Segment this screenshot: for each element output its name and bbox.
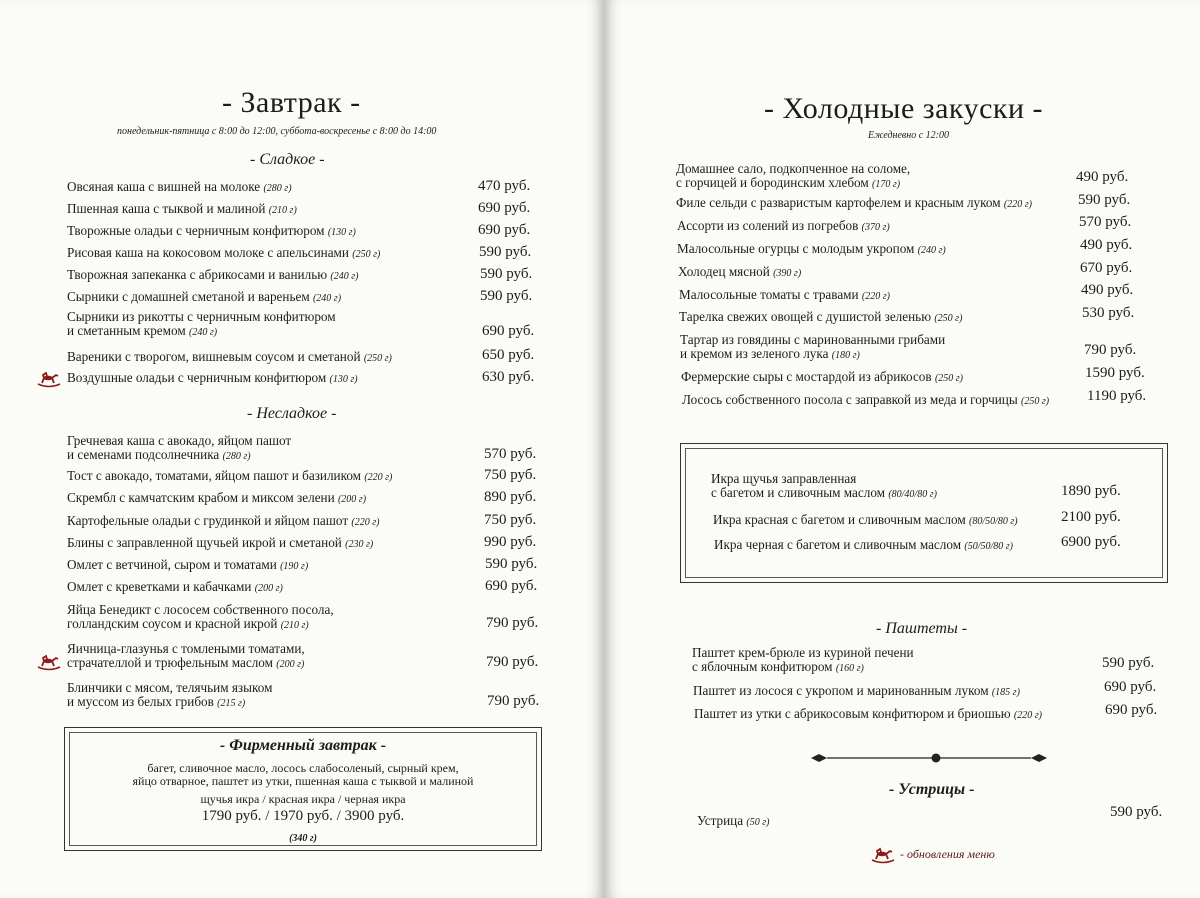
item-price: 890 руб. xyxy=(484,489,537,505)
menu-item: Скрембл с камчатским крабом и миксом зелени (200 г) xyxy=(67,490,367,505)
signature-weight: (340 г) xyxy=(289,833,317,844)
menu-item: Паштет из утки с абрикосовым конфитюром и бриошью (220 г) xyxy=(694,706,1042,721)
item-price: 590 руб. xyxy=(480,266,533,282)
menu-item: Фермерские сыры с мостардой из абрикосов (250 г) xyxy=(681,369,963,384)
caviar-box xyxy=(680,443,1168,583)
ornament-divider xyxy=(809,750,1049,766)
signature-line-2: яйцо отварное, паштет из утки, пшенная каша с тыквой и малиной xyxy=(132,774,474,788)
breakfast-title: - Завтрак - xyxy=(222,86,361,119)
item-price: 530 руб. xyxy=(1082,305,1135,321)
menu-item: Яйца Бенедикт с лососем собственного посола, голландским соусом и красной икрой (210 г) xyxy=(67,602,334,631)
menu-item: Творожные оладьи с черничным конфитюром (130 г) xyxy=(67,223,356,238)
menu-item: Малосольные томаты с травами (220 г) xyxy=(679,287,890,302)
savory-section-title: - Несладкое - xyxy=(247,405,337,422)
menu-item: Холодец мясной (390 г) xyxy=(678,264,802,279)
menu-item: Устрица (50 г) xyxy=(697,813,770,828)
rocking-horse-icon xyxy=(870,846,896,864)
menu-item: Гречневая каша с авокадо, яйцом пашот и семенами подсолнечника (280 г) xyxy=(67,433,292,462)
menu-item: Сырники с домашней сметаной и вареньем (240 г) xyxy=(67,289,342,304)
item-price: 590 руб. xyxy=(1078,192,1131,208)
menu-item: Картофельные оладьи с грудинкой и яйцом пашот (220 г) xyxy=(67,513,380,528)
item-price: 590 руб. xyxy=(1102,655,1155,671)
item-price: 690 руб. xyxy=(1104,679,1157,695)
item-price: 690 руб. xyxy=(485,578,538,594)
right-page xyxy=(604,0,1200,898)
menu-item: Малосольные огурцы с молодым укропом (240 г) xyxy=(677,241,946,256)
item-price: 690 руб. xyxy=(478,200,531,216)
item-price: 670 руб. xyxy=(1080,260,1133,276)
item-price: 790 руб. xyxy=(486,615,539,631)
menu-item: Воздушные оладьи с черничным конфитюром (130 г) xyxy=(67,370,358,385)
menu-item: Тост с авокадо, томатами, яйцом пашот и базиликом (220 г) xyxy=(67,468,393,483)
signature-line-1: багет, сливочное масло, лосось слабосоленый, сырный крем, xyxy=(147,761,459,775)
breakfast-hours: понедельник-пятница с 8:00 до 12:00, суббота-воскресенье с 8:00 до 14:00 xyxy=(117,126,437,137)
cold-starters-hours: Ежедневно с 12:00 xyxy=(868,130,949,141)
menu-item: Блины с заправленной щучьей икрой и сметаной (230 г) xyxy=(67,535,374,550)
menu-item: Лосось собственного посола с заправкой из меда и горчицы (250 г) xyxy=(682,392,1050,407)
menu-item: Яичница-глазунья с томлеными томатами, страчателлой и трюфельным маслом (200 г) xyxy=(67,641,305,670)
menu-item: Икра черная с багетом и сливочным маслом (50/50/80 г) xyxy=(714,537,1013,552)
item-price: 690 руб. xyxy=(1105,702,1158,718)
menu-item: Паштет из лосося с укропом и маринованным луком (185 г) xyxy=(693,683,1020,698)
signature-prices: 1790 руб. / 1970 руб. / 3900 руб. xyxy=(201,808,405,824)
menu-item: Икра щучья заправленная с багетом и сливочным маслом (80/40/80 г) xyxy=(711,471,937,500)
menu-item: Рисовая каша на кокосовом молоке с апельсинами (250 г) xyxy=(67,245,381,260)
item-price: 490 руб. xyxy=(1076,169,1129,185)
item-price: 790 руб. xyxy=(487,693,540,709)
menu-item: Икра красная с багетом и сливочным маслом (80/50/80 г) xyxy=(713,512,1018,527)
item-price: 690 руб. xyxy=(478,222,531,238)
item-price: 6900 руб. xyxy=(1061,534,1121,550)
pates-section-title: - Паштеты - xyxy=(876,620,968,637)
menu-item: Овсяная каша с вишней на молоке (280 г) xyxy=(67,179,292,194)
item-price: 490 руб. xyxy=(1080,237,1133,253)
menu-item: Домашнее сало, подкопченное на соломе, с горчицей и бородинским хлебом (170 г) xyxy=(676,161,911,190)
item-price: 570 руб. xyxy=(484,446,537,462)
item-price: 590 руб. xyxy=(1110,804,1163,820)
item-price: 2100 руб. xyxy=(1061,509,1121,525)
item-price: 990 руб. xyxy=(484,534,537,550)
item-price: 1190 руб. xyxy=(1087,388,1147,404)
item-price: 750 руб. xyxy=(484,512,537,528)
signature-breakfast-box xyxy=(64,727,542,851)
menu-item: Омлет с креветками и кабачками (200 г) xyxy=(67,579,283,594)
rocking-horse-icon xyxy=(36,653,62,671)
menu-item: Ассорти из солений из погребов (370 г) xyxy=(677,218,890,233)
item-price: 1590 руб. xyxy=(1085,365,1145,381)
item-price: 650 руб. xyxy=(482,347,535,363)
rocking-horse-icon xyxy=(36,370,62,388)
signature-options: щучья икра / красная икра / черная икра xyxy=(200,792,406,806)
sweet-section-title: - Сладкое - xyxy=(250,151,325,168)
cold-starters-title: - Холодные закуски - xyxy=(764,92,1044,125)
menu-item: Омлет с ветчиной, сыром и томатами (190 г) xyxy=(67,557,309,572)
menu-item: Пшенная каша с тыквой и малиной (210 г) xyxy=(67,201,297,216)
menu-item: Сырники из рикотты с черничным конфитюром и сметанным кремом (240 г) xyxy=(67,309,336,338)
oysters-section-title: - Устрицы - xyxy=(889,781,975,798)
menu-item: Творожная запеканка с абрикосами и ванилью (240 г) xyxy=(67,267,359,282)
item-price: 630 руб. xyxy=(482,369,535,385)
item-price: 790 руб. xyxy=(486,654,539,670)
menu-item: Паштет крем-брюле из куриной печени с яблочным конфитюром (160 г) xyxy=(692,645,914,674)
item-price: 590 руб. xyxy=(479,244,532,260)
item-price: 590 руб. xyxy=(485,556,538,572)
menu-item: Тарелка свежих овощей с душистой зеленью (250 г) xyxy=(679,309,963,324)
item-price: 490 руб. xyxy=(1081,282,1134,298)
menu-update-legend: - обновления меню xyxy=(900,847,995,861)
item-price: 750 руб. xyxy=(484,467,537,483)
menu-item: Филе сельди с разваристым картофелем и красным луком (220 г) xyxy=(676,195,1032,210)
item-price: 470 руб. xyxy=(478,178,531,194)
signature-title: - Фирменный завтрак - xyxy=(219,737,387,754)
item-price: 1890 руб. xyxy=(1061,483,1121,499)
item-price: 570 руб. xyxy=(1079,214,1132,230)
menu-item: Блинчики с мясом, телячьим языком и муссом из белых грибов (215 г) xyxy=(67,680,273,709)
menu-item: Тартар из говядины с маринованными грибами и кремом из зеленого лука (180 г) xyxy=(680,332,946,361)
item-price: 790 руб. xyxy=(1084,342,1137,358)
item-price: 590 руб. xyxy=(480,288,533,304)
item-price: 690 руб. xyxy=(482,323,535,339)
menu-item: Вареники с творогом, вишневым соусом и сметаной (250 г) xyxy=(67,349,392,364)
